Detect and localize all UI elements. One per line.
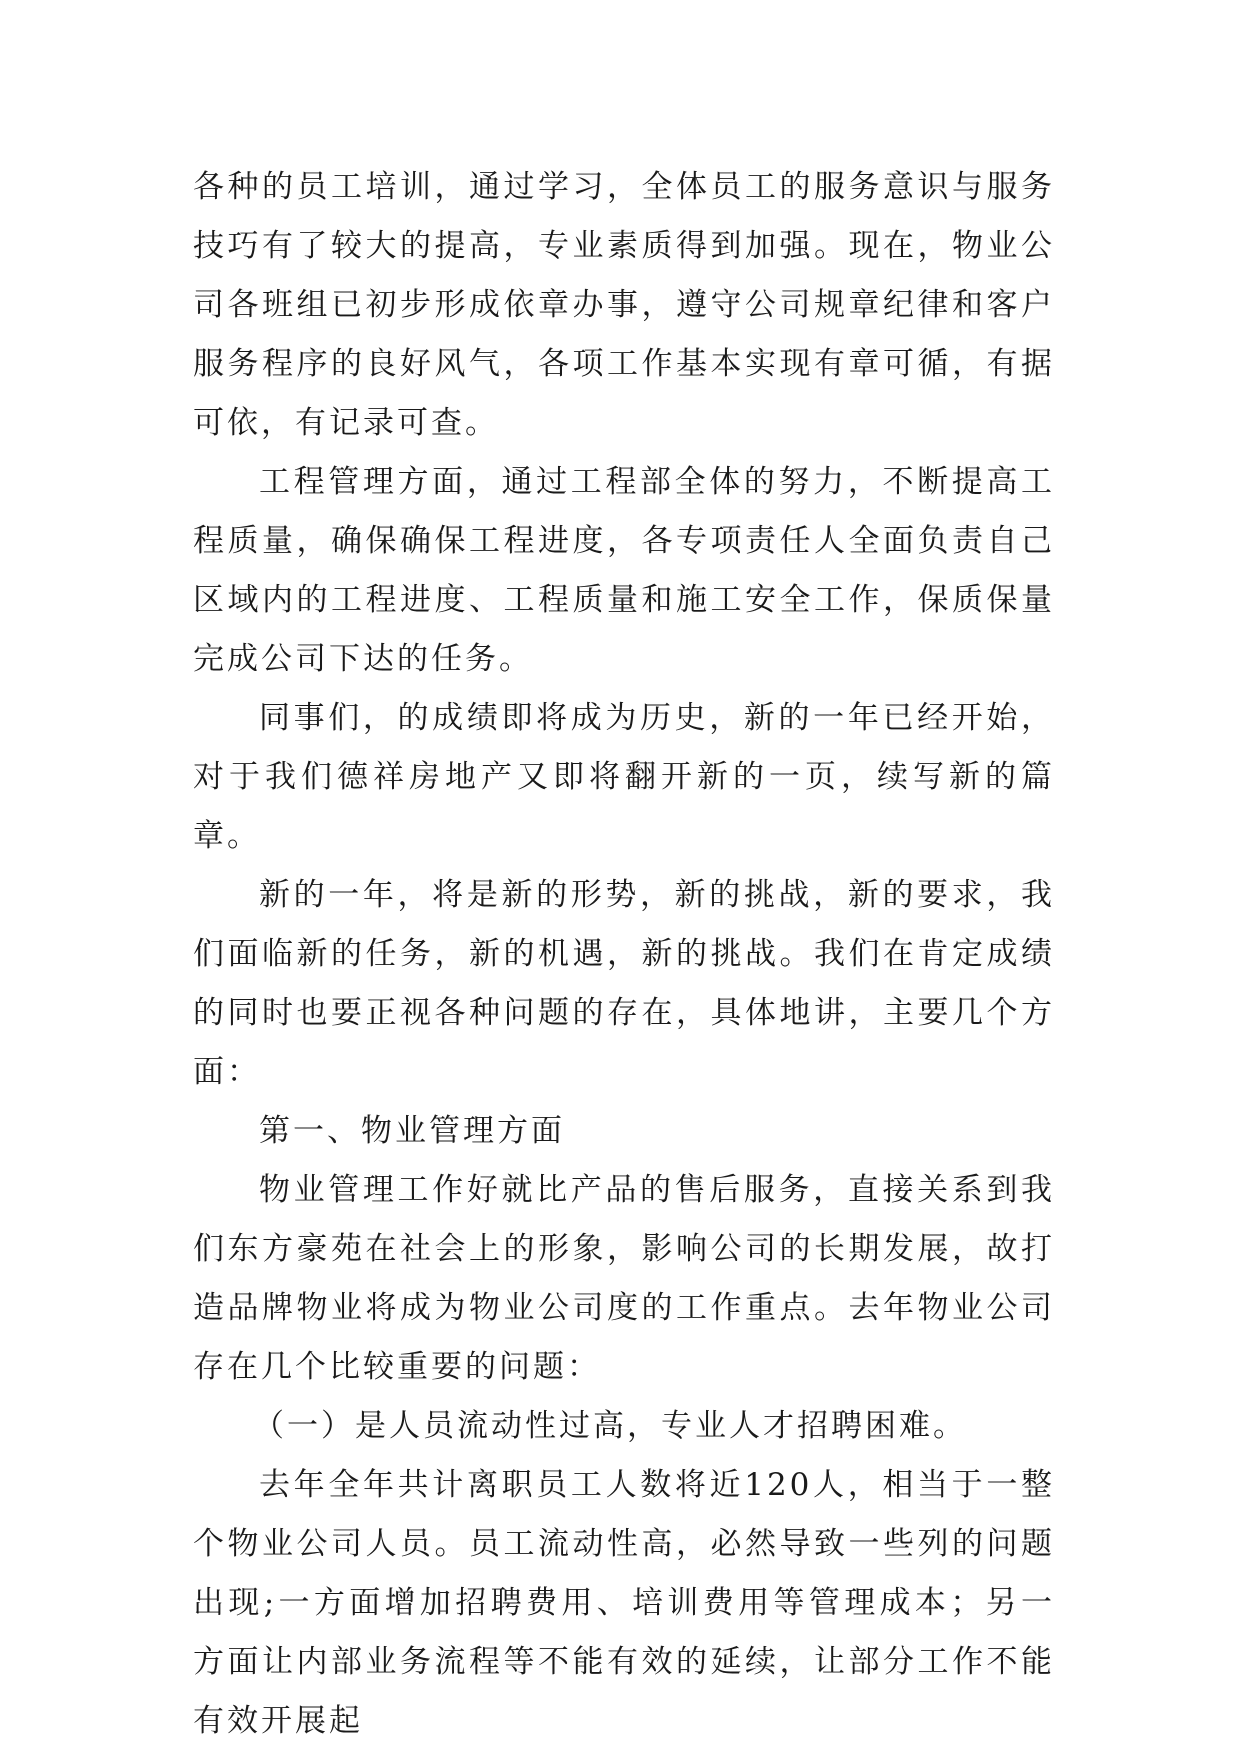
paragraph-colleagues-new-year: 同事们，的成绩即将成为历史，新的一年已经开始，对于我们德祥房地产又即将翻开新的一页，续写新的篇章。 <box>193 700 1055 854</box>
paragraph-engineering-management: 工程管理方面，通过工程部全体的努力，不断提高工程质量，确保确保工程进度，各专项责任人全面负责自己区域内的工程进度、工程质量和施工安全工作，保质保量完成公司下达的任务。 <box>193 464 1055 677</box>
subheading-staff-turnover: （一）是人员流动性过高，专业人才招聘困难。 <box>253 1408 967 1444</box>
paragraph-new-challenges: 新的一年，将是新的形势，新的挑战，新的要求，我们面临新的任务，新的机遇，新的挑战。我们在肯定成绩的同时也要正视各种问题的存在，具体地讲，主要几个方面： <box>193 877 1055 1090</box>
paragraph-property-management-issues: 物业管理工作好就比产品的售后服务，直接关系到我们东方豪苑在社会上的形象，影响公司的长期发展，故打造品牌物业将成为物业公司度的工作重点。去年物业公司存在几个比较重要的问题： <box>193 1172 1055 1385</box>
paragraph-staff-training: 各种的员工培训，通过学习，全体员工的服务意识与服务技巧有了较大的提高，专业素质得到加强。现在，物业公司各班组已初步形成依章办事，遵守公司规章纪律和客户服务程序的良好风气，各项工作基本实现有章可循，有据可依，有记录可查。 <box>193 169 1055 441</box>
document-body <box>193 158 1055 1751</box>
section-heading-property-management: 第一、物业管理方面 <box>259 1113 565 1149</box>
paragraph-turnover-details: 去年全年共计离职员工人数将近120人，相当于一整个物业公司人员。员工流动性高，必然导致一些列的问题出现;一方面增加招聘费用、培训费用等管理成本；另一方面让内部业务流程等不能有效的延续，让部分工作不能有效开展起 <box>193 1467 1055 1739</box>
